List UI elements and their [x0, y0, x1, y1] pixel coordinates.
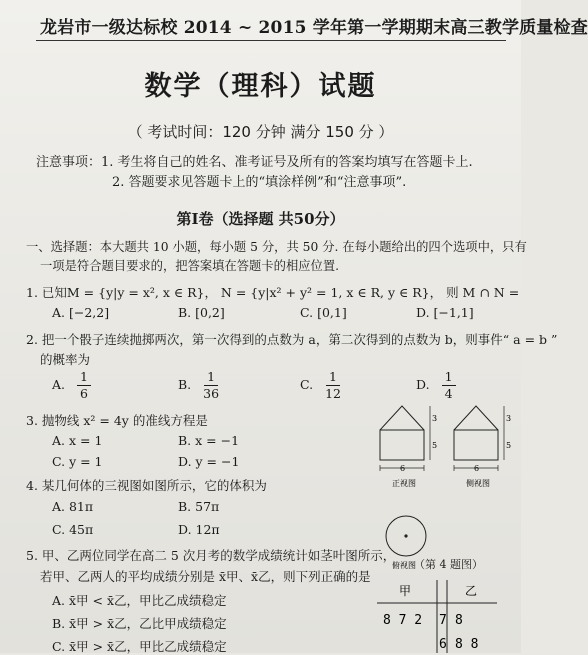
q2-option-a: [52, 370, 91, 401]
q3-option-a: A. x = 1: [52, 433, 103, 448]
q5-option-c: C. x̄甲 > x̄乙，甲比乙成绩稳定: [52, 639, 227, 654]
side-dim-5: 5: [506, 441, 512, 450]
q2-stem-2: 的概率为: [40, 352, 91, 367]
stem-leaf-plot: [377, 576, 497, 653]
q4-option-c: C. 45π: [52, 522, 94, 537]
q2-option-d-label: D.: [416, 377, 430, 392]
q3-option-c: C. y = 1: [52, 454, 103, 469]
front-view: [380, 406, 430, 471]
q2-option-d: [416, 370, 456, 401]
q5-stem-2: 若甲、乙两人的平均成绩分别是 x̄甲、x̄乙，则下列正确的是: [40, 569, 371, 584]
q4-option-a: A. 81π: [52, 499, 94, 514]
front-dim-3: 3: [432, 414, 438, 423]
q2-option-c-label: C.: [300, 377, 314, 392]
section-title: 第Ⅰ卷（选择题 共50分）: [176, 210, 345, 228]
q2-d-denominator: 4: [444, 386, 453, 401]
header-rule: [36, 40, 506, 41]
side-view: [454, 406, 504, 471]
q2-option-a-label: A.: [52, 377, 66, 392]
side-dim-3: 3: [506, 414, 512, 423]
q2-stem-1: 2. 把一个骰子连续抛掷两次，第一次得到的点数为 a，第二次得到的点数为 b，则事件“ a = b ”: [26, 332, 558, 347]
side-view-label: 侧视图: [466, 479, 490, 488]
q5-stem-1: 5. 甲、乙两位同学在高二 5 次月考的数学成绩统计如茎叶图所示，: [26, 548, 396, 563]
q1-option-c: C. [0,1]: [300, 305, 347, 320]
stemleaf-left-header: 甲: [399, 584, 412, 598]
q2-option-b-fraction: [203, 370, 219, 401]
q2-c-denominator: 12: [325, 386, 341, 401]
front-dim-6: 6: [400, 464, 406, 473]
top-view-center: [404, 534, 407, 537]
q1-stem: 1. 已知M = {y|y = x², x ∈ R}， N = {y|x² + y² = 1, x ∈ R, y ∈ R}， 则 M ∩ N =: [26, 285, 520, 300]
q1-option-a: A. [−2,2]: [52, 305, 110, 320]
q2-d-numerator: 1: [444, 369, 453, 384]
stemleaf-row1-stem: 7: [439, 613, 447, 628]
q5-option-b: B. x̄甲 > x̄乙，乙比甲成绩稳定: [52, 616, 227, 631]
front-view-label: 正视图: [392, 479, 416, 488]
q1-option-b: B. [0,2]: [178, 305, 225, 320]
q2-a-denominator: 6: [80, 386, 88, 401]
side-dim-6: 6: [474, 464, 480, 473]
q2-option-b-label: B.: [178, 377, 192, 392]
q2-option-d-fraction: [442, 370, 456, 401]
q4-option-d: D. 12π: [178, 522, 220, 537]
q3-option-d: D. y = −1: [178, 454, 240, 469]
intro-line-1: 一、选择题：本大题共 10 小题，每小题 5 分，共 50 分. 在每小题给出的四个选项中，只有: [26, 240, 527, 254]
q3-stem: 3. 抛物线 x² = 4y 的准线方程是: [26, 413, 208, 428]
stemleaf-row1-left: 8 7 2: [383, 613, 423, 628]
q4-stem: 4. 某几何体的三视图如图所示，它的体积为: [26, 478, 267, 493]
exam-header: 龙岩市一级达标校 2014 ~ 2015 学年第一学期期末高三教学质量检查: [40, 18, 588, 38]
q5-option-a: A. x̄甲 < x̄乙，甲比乙成绩稳定: [52, 593, 227, 608]
q2-option-b: [178, 370, 219, 401]
q2-option-a-fraction: [77, 370, 91, 401]
q2-option-c-fraction: [325, 370, 341, 401]
stemleaf-row2-right: 8 8: [455, 637, 479, 652]
q3-option-b: B. x = −1: [178, 433, 240, 448]
q2-b-numerator: 1: [207, 369, 216, 384]
q1-option-d: D. [−1,1]: [416, 305, 474, 320]
q2-option-c: [300, 370, 341, 401]
note-line-2: 2. 答题要求见答题卡上的“填涂样例”和“注意事项”.: [112, 175, 407, 190]
paper-title: 数学（理科）试题: [144, 71, 377, 102]
figure4-caption: （第 4 题图）: [414, 558, 483, 571]
stemleaf-right-header: 乙: [465, 584, 478, 598]
q2-a-numerator: 1: [80, 369, 88, 384]
stemleaf-row2-stem: 6: [439, 637, 447, 652]
note-line-1: 注意事项：1. 考生将自己的姓名、准考证号及所有的答案均填写在答题卡上.: [36, 155, 473, 170]
q2-b-denominator: 36: [203, 386, 220, 401]
stemleaf-row1-right: 8: [455, 613, 463, 628]
intro-line-2: 一项是符合题目要求的，把答案填在答题卡的相应位置.: [40, 259, 340, 273]
q4-option-b: B. 57π: [178, 499, 220, 514]
front-dim-5: 5: [432, 441, 438, 450]
q2-c-numerator: 1: [329, 369, 337, 384]
exam-time: （ 考试时间：120 分钟 满分 150 分 ）: [127, 123, 394, 141]
top-view-label: 俯视图: [392, 561, 416, 570]
